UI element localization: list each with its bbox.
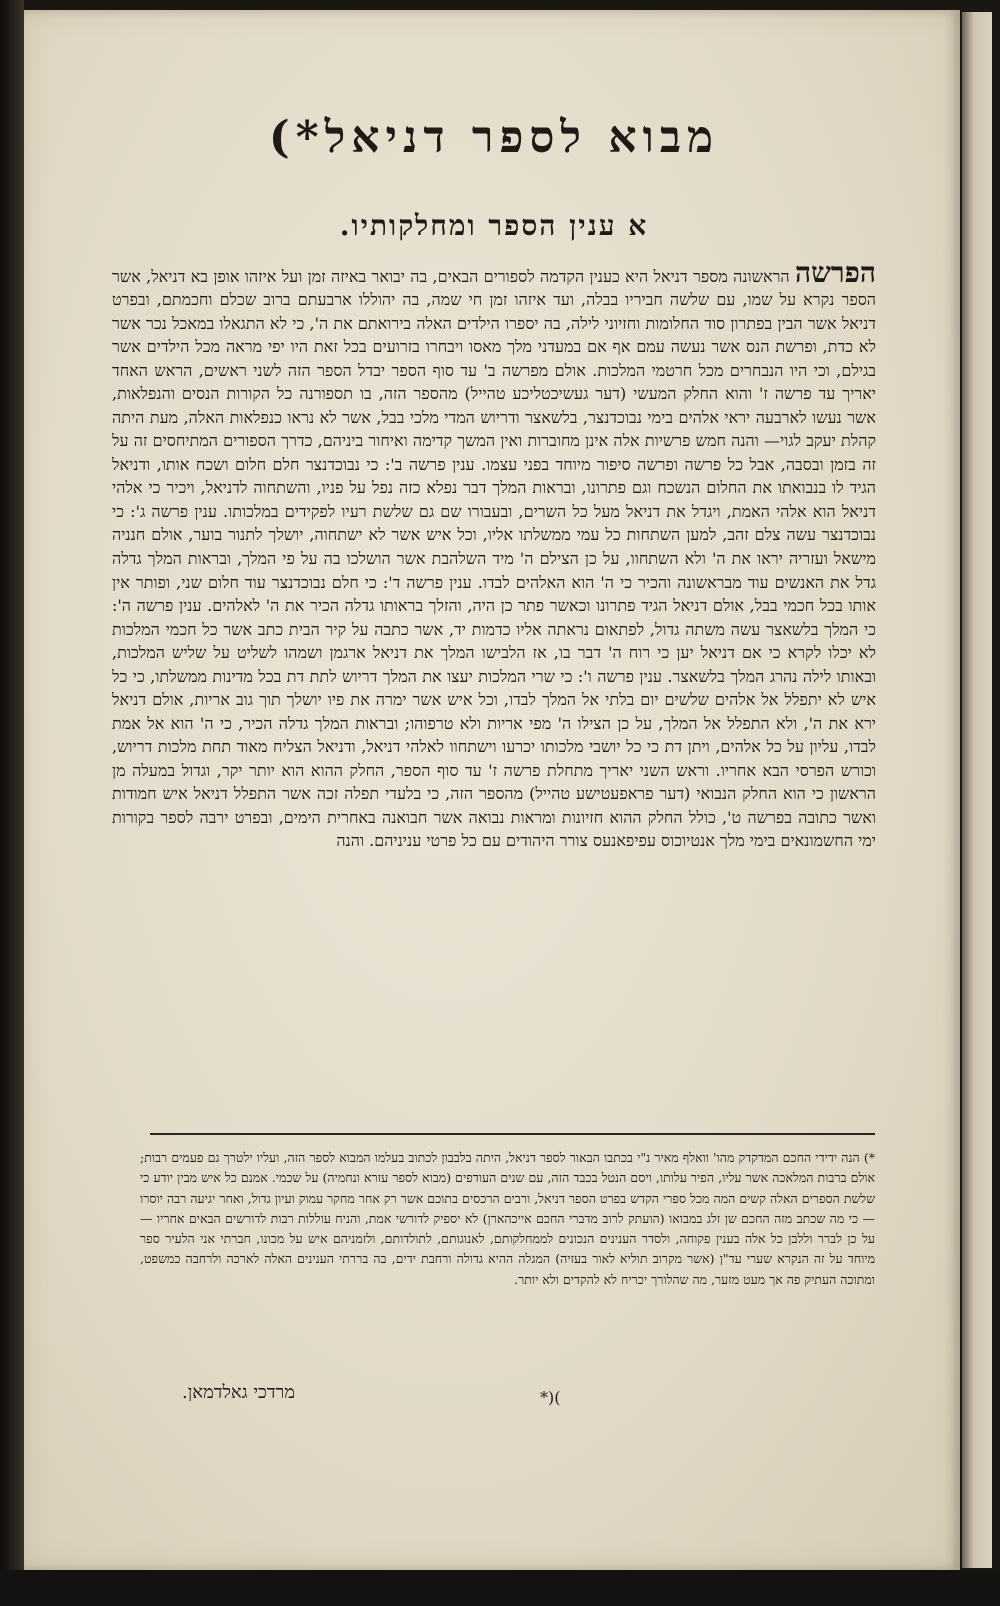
book-spine-shadow [0, 0, 24, 1606]
footnote: *) הנה ידידי החכם המדקדק מהו' וואלף מאיר נ"י בכתבו הבאור לספר דניאל, היתה בלבבון לכתוב בעלמו המבוא לספר הזה, ועליו ילטרך גם פעמים רבות; אולם ברבות המלאכה אשר עליו, הפיר עלותו, ויסם הנטל בכבד הזה, עם שנים העודפים (מבוא לספר עזרא ונחמיה) על שכמי. אמנם כל איש מבין יודע כי שלשת הספרים האלה קשים המה מכל ספרי הקדש בפרט הספר דניאל, ורבים הרכסים בתוכם אשר רק אחר מחקר עמוק ועיון גדול, ואחר יגיעה רבה יוסרו — כי מה שכתב מזה החכם שן זלג במבואו (הועתק לרוב מדברי החכם אייכהארן) לא יספיק לדורשי אמת, והניח עוללות רבות לדורשים הבאים אחריו — על כן לברר וללבן כל אלה בענין פקוחה, ולסדר הענינים הנכונים לממחלקותם, לאנוגותם, לתולדותם, ולזמניהם איש על מכונו, חברתי אני הלעיר ספר מיוחד על זה הנקרא שערי עד"ן (אשר מקרוב תוליא לאור בעזיה) המגלה ההיא גדולה ורחבת ידים, בה בררתי הענינים האלה לארכה ולרחבה כמשפט, ומתוכה העתיק פה אך מעט מזער, מה שהלורך יכריח לא להקדים ולא יותר. [140, 1150, 875, 1287]
footnote-separator-rule [150, 1133, 875, 1135]
body-text: הראשונה מספר דניאל היא כענין הקדמה לספורים הבאים, בה יבואר באיזה זמן ועל איזהו אופן בא דניאל, אשר הספר נקרא על שמו, עם שלשה חביריו בבלה, ועד איזהו זמן חי שמה, בה יהוללו ארבעתם ברוב שכלם וחכמתם, ובפרט דניאל אשר הבין בפתרון סוד החלומות וחזיוני לילה, בה יספרו הילדים האלה בירואתם את ה', כי לא התגאלו במאכל נכר אשר לא כדת, ופרשת הנס אשר נעשה עמם אף אם במעדני מלך מאסו ויבחרו בזרועים בכל זאת היו יפי מראה מכל הילדים אשר בגילם, וכי היו הנבחרים מכל חרטמי המלכות. אולם מפרשה ב' עד סוף הספר יבדל הספר הזה לשני ראשים, הראש האחד יאריך עד פרשה ז' והוא החלק המעשי (דער געשיכטליכע טהייל) מהספר הזה, בו תספורנה כל הקורות הנסים והנפלאות, אשר נעשו לארבעה יראי אלהים בימי נבוכדנצר, בלשאצר ודריוש המדי מלכי בבל, אשר לא נראו כנפלאות האלה, מעת היתה קהלת יעקב לגוי— והנה חמש פרשיות אלה אינן מחוברות ואין המשך קדימה ואיחור ביניהם, כדרך הספורים המתיחסים זה על זה בזמן ובסבה, אבל כל פרשה ופרשה סיפור מיוחד בפני עצמו. ענין פרשה ב': כי נבוכדנצר חלם חלום ושכח אותו, ודניאל הגיד לו בנבואתו את החלום הנשכח וגם פתרונו, ובראות המלך דבר נפלא כזה נפל על פניו, והשתחוה לדניאל, ויכיר כי אלהי דניאל הוא אלהי האמת, ויגדל את דניאל מעל כל השרים, ובעבורו שם גם שלשת רעיו לפקידים במלכותו. ענין פרשה ג': כי נבוכדנצר עשה צלם זהב, למען השתחות כל עמי ממשלתו אליו, וכל איש אשר לא ישתחוה, יושלך לתנור בוער, אולם חנניה מישאל ועזריה יראו את ה' ולא השתחוו, על כן הצילם ה' מיד השלהבת אשר הושלכו בה על פי המלך, ובראות המלך גדלה גדל את האנשים עוד מבראשונה והכיר כי ה' הוא האלהים לבדו. ענין פרשה ד': כי חלם נבוכדנצר עוד חלום שני, ופותר אין אותו בכל חכמי בבל, אולם דניאל הגיד פתרונו וכאשר פתר כן היה, והזלך בראותו גדלה הכיר את ה' לאלהים. ענין פרשה ה': כי המלך בלשאצר עשה משתה גדול, לפתאום נראתה אליו כדמות יד, אשר כתבה על קיר הבית כתב אשר כל חכמי המלכות לא יכלו לקרא כי אם דניאל יען כי רוח ה' דבר בו, אז הלבישו המלך את דניאל ארגמן ושמהו לשליט על שליש המלכות, ובאותו לילה נהרג המלך בלשאצר. ענין פרשה ו': כי שרי המלכות יעצו את המלך דריוש לתת דת בכל מדינות ממשלתו, כי כל איש לא יתפלל אל אלהים שלשים יום בלתי אל המלך לבדו, וכל איש אשר ימרה את פיו יושלך תוך גוב אריות, אולם דניאל ירא את ה', ולא התפלל אל המלך, על כן הצילו ה' מפי אריות ולא טרפוהו; ובראות המלך גדלה הכיר, כי ה' הוא אל אמת לבדו, עליון על כל אלהים, ויתן דת כי כל יושבי מלכותו יכרעו וישתחוו לאלהי דניאל, ודניאל הצליח מאוד תחת מלכות דריוש, וכורש הפרסי הבא אחריו. וראש השני יאריך מתחלת פרשה ז' עד סוף הספר, החלק ההוא הוא יותר יקר, וגדול במעלה מן הראשון כי הוא החלק הנבואי (דער פראפעטישע טהייל) מהספר הזה, כי בלעדי תפלה זכה אשר התפלל דניאל איש חמודות ואשר כתובה בפרשה ט', כולל החלק ההוא חזיונות ומראות נבואה אשר חבואנה באחרית הימים, ובפרט ירבה לספר בקורות ימי החשמונאים בימי מלך אנטיוכוס עפיפאנעס צורר היהודים עם כל פרטי עניניהם. והנה [112, 266, 876, 851]
page-number: *)( [540, 1388, 561, 1407]
bottom-background [0, 1570, 1000, 1606]
page-title: מבוא לספר דניאל*) [268, 112, 720, 163]
next-page-edge [962, 12, 992, 1568]
section-heading: א ענין הספר ומחלקותיו. [339, 208, 649, 242]
author-signature: מרדכי גאלדמאן. [182, 1382, 296, 1403]
lead-word: הפרשה [794, 258, 876, 289]
body-paragraph [112, 259, 876, 1119]
page-content [112, 112, 876, 1119]
